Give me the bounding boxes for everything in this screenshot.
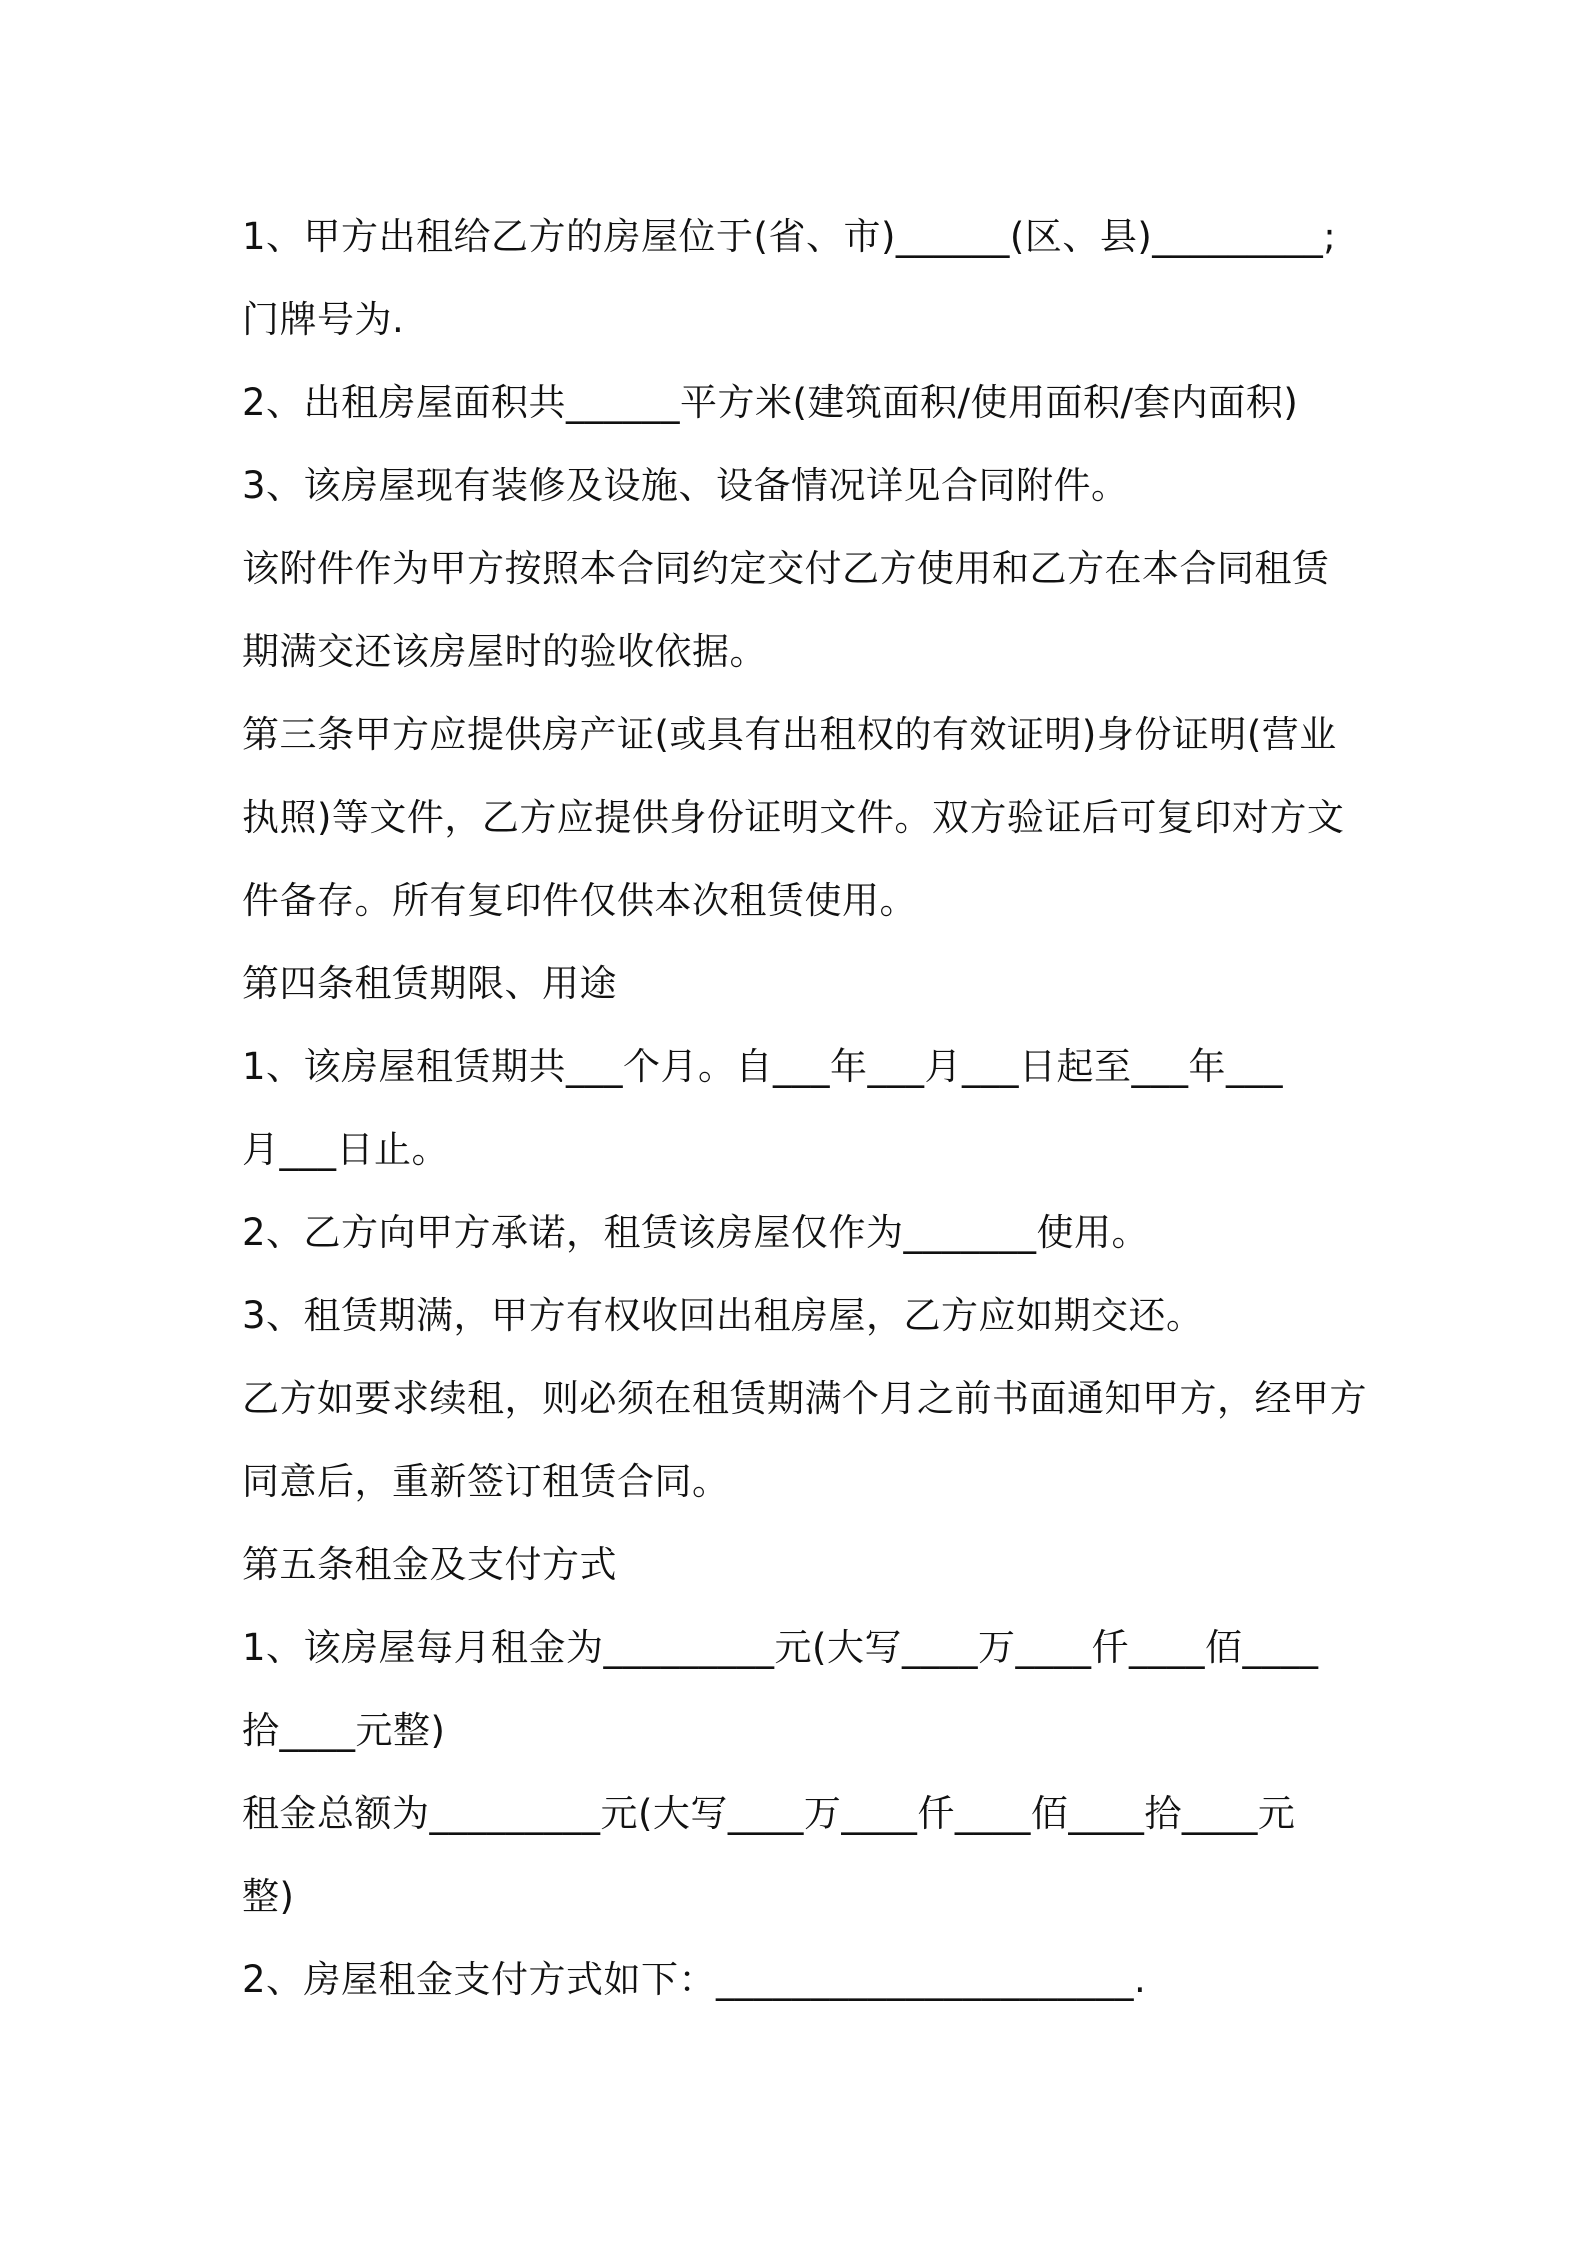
- document-body: [242, 195, 1372, 2021]
- article-three-line-3: 件备存。所有复印件仅供本次租赁使用。: [242, 879, 917, 922]
- article-three-line-2: 执照)等文件，乙方应提供身份证明文件。双方验证后可复印对方文: [242, 796, 1345, 839]
- paragraph-renewal-line-1: 乙方如要求续租，则必须在租赁期满个月之前书面通知甲方，经甲方: [242, 1377, 1367, 1420]
- clause-area-line: 2、出租房屋面积共______平方米(建筑面积/使用面积/套内面积): [242, 381, 1299, 424]
- total-rent-line-1: 租金总额为_________元(大写____万____仟____佰____拾____元: [242, 1792, 1296, 1835]
- paragraph-attachment-line-2: 期满交还该房屋时的验收依据。: [242, 630, 767, 673]
- clause-payment-method-line: 2、房屋租金支付方式如下：______________________.: [242, 1958, 1147, 2001]
- clause-house-number-line: 门牌号为.: [242, 298, 405, 341]
- article-five-heading: 第五条租金及支付方式: [242, 1543, 617, 1586]
- clause-expiry-line: 3、租赁期满，甲方有权收回出租房屋，乙方应如期交还。: [242, 1294, 1204, 1337]
- clause-facilities-line: 3、该房屋现有装修及设施、设备情况详见合同附件。: [242, 464, 1129, 507]
- clause-location-line: 1、甲方出租给乙方的房屋位于(省、市)______(区、县)_________;: [242, 215, 1337, 258]
- clause-monthly-rent-line-2: 拾____元整): [242, 1709, 446, 1752]
- clause-term-line-2: 月___日止。: [242, 1128, 449, 1171]
- article-four-heading: 第四条租赁期限、用途: [242, 962, 617, 1005]
- paragraph-renewal-line-2: 同意后，重新签订租赁合同。: [242, 1460, 730, 1503]
- clause-monthly-rent-line-1: 1、该房屋每月租金为_________元(大写____万____仟____佰____: [242, 1626, 1319, 1669]
- total-rent-line-2: 整): [242, 1875, 295, 1918]
- clause-term-line-1: 1、该房屋租赁期共___个月。自___年___月___日起至___年___: [242, 1045, 1284, 1088]
- clause-usage-line: 2、乙方向甲方承诺，租赁该房屋仅作为_______使用。: [242, 1211, 1150, 1254]
- article-three-line-1: 第三条甲方应提供房产证(或具有出租权的有效证明)身份证明(营业: [242, 713, 1337, 756]
- paragraph-attachment-line-1: 该附件作为甲方按照本合同约定交付乙方使用和乙方在本合同租赁: [242, 547, 1330, 590]
